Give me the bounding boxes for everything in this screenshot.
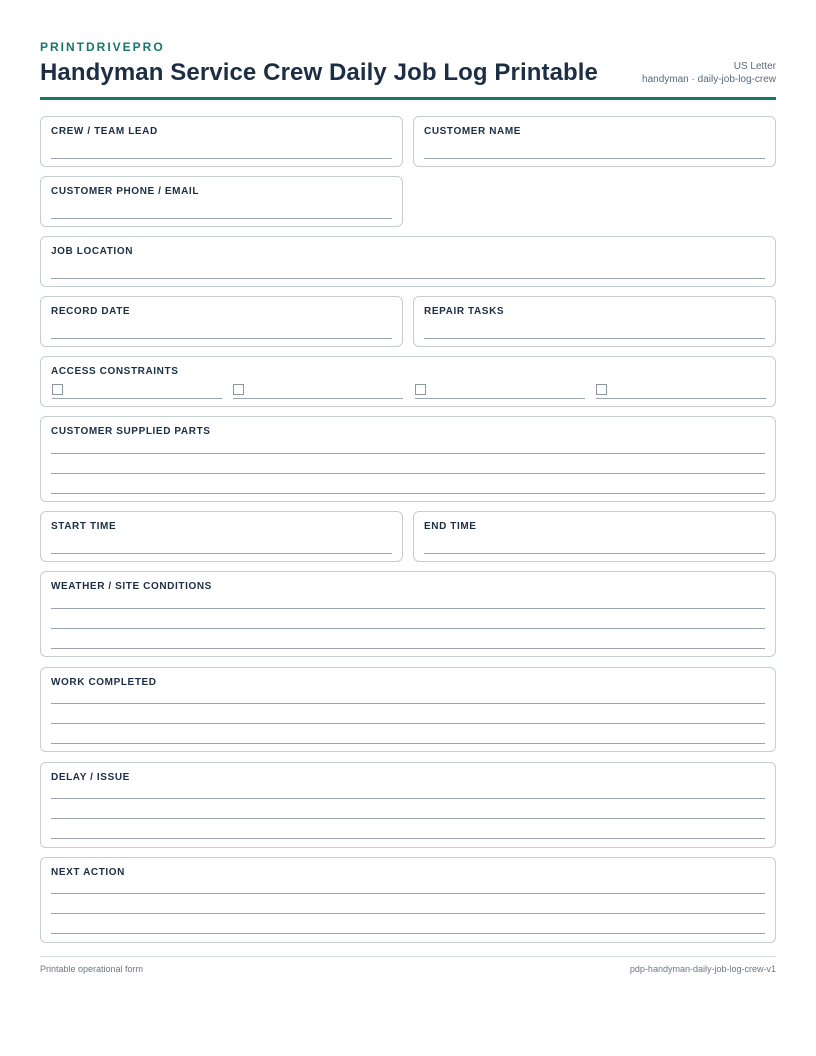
writing-line bbox=[424, 553, 765, 554]
access-checkbox-4[interactable] bbox=[596, 384, 607, 395]
start-time-field[interactable] bbox=[40, 511, 403, 562]
customer-contact-field[interactable] bbox=[40, 176, 403, 227]
start-time-label: START TIME bbox=[51, 521, 117, 532]
writing-line bbox=[51, 703, 765, 704]
writing-line bbox=[51, 893, 765, 894]
form-tags: handyman · daily-job-log-crew bbox=[642, 74, 776, 85]
work-completed-label: WORK COMPLETED bbox=[51, 677, 157, 688]
writing-line bbox=[51, 838, 765, 839]
writing-line bbox=[51, 723, 765, 724]
brand-name: PRINTDRIVEPRO bbox=[40, 40, 165, 54]
checkbox-line bbox=[415, 398, 585, 399]
writing-line bbox=[51, 553, 392, 554]
customer-supplied-parts-label: CUSTOMER SUPPLIED PARTS bbox=[51, 426, 211, 437]
footer-form-id: pdp-handyman-daily-job-log-crew-v1 bbox=[629, 964, 776, 974]
checkbox-line bbox=[52, 398, 222, 399]
end-time-field[interactable] bbox=[413, 511, 776, 562]
weather-site-conditions-field[interactable] bbox=[40, 571, 776, 657]
writing-line bbox=[424, 158, 765, 159]
page-title: Handyman Service Crew Daily Job Log Printable bbox=[40, 59, 598, 86]
writing-line bbox=[51, 158, 392, 159]
access-checkbox-3[interactable] bbox=[415, 384, 426, 395]
footer-left-text: Printable operational form bbox=[40, 964, 144, 974]
access-checkbox-2[interactable] bbox=[233, 384, 244, 395]
customer-name-field[interactable] bbox=[413, 116, 776, 167]
checkbox-line bbox=[596, 398, 766, 399]
access-checkbox-1[interactable] bbox=[52, 384, 63, 395]
writing-line bbox=[51, 818, 765, 819]
writing-line bbox=[51, 218, 392, 219]
writing-line bbox=[51, 493, 765, 494]
writing-line bbox=[51, 798, 765, 799]
record-date-label: RECORD DATE bbox=[51, 306, 131, 317]
delay-issue-field[interactable] bbox=[40, 762, 776, 848]
writing-line bbox=[51, 628, 765, 629]
repair-tasks-label: REPAIR TASKS bbox=[424, 306, 505, 317]
job-location-field[interactable] bbox=[40, 236, 776, 287]
writing-line bbox=[51, 473, 765, 474]
writing-line bbox=[51, 338, 392, 339]
end-time-label: END TIME bbox=[424, 521, 477, 532]
footer-rule bbox=[40, 956, 776, 957]
form-meta bbox=[642, 60, 776, 86]
writing-line bbox=[51, 913, 765, 914]
header-rule bbox=[40, 97, 776, 100]
writing-line bbox=[51, 933, 765, 934]
customer-name-label: CUSTOMER NAME bbox=[424, 126, 522, 137]
repair-tasks-field[interactable] bbox=[413, 296, 776, 347]
writing-line bbox=[51, 278, 765, 279]
record-date-field[interactable] bbox=[40, 296, 403, 347]
paper-size: US Letter bbox=[733, 61, 776, 72]
customer-supplied-parts-field[interactable] bbox=[40, 416, 776, 502]
writing-line bbox=[51, 743, 765, 744]
crew-lead-field[interactable] bbox=[40, 116, 403, 167]
delay-issue-label: DELAY / ISSUE bbox=[51, 772, 130, 783]
writing-line bbox=[51, 608, 765, 609]
writing-line bbox=[51, 453, 765, 454]
crew-lead-label: CREW / TEAM LEAD bbox=[51, 126, 158, 137]
work-completed-field[interactable] bbox=[40, 667, 776, 752]
checkbox-line bbox=[233, 398, 403, 399]
next-action-field[interactable] bbox=[40, 857, 776, 943]
next-action-label: NEXT ACTION bbox=[51, 867, 126, 878]
access-constraints-field bbox=[40, 356, 776, 407]
customer-contact-label: CUSTOMER PHONE / EMAIL bbox=[51, 186, 200, 197]
weather-site-conditions-label: WEATHER / SITE CONDITIONS bbox=[51, 581, 212, 592]
writing-line bbox=[424, 338, 765, 339]
job-location-label: JOB LOCATION bbox=[51, 246, 134, 257]
access-constraints-label: ACCESS CONSTRAINTS bbox=[51, 366, 179, 377]
writing-line bbox=[51, 648, 765, 649]
